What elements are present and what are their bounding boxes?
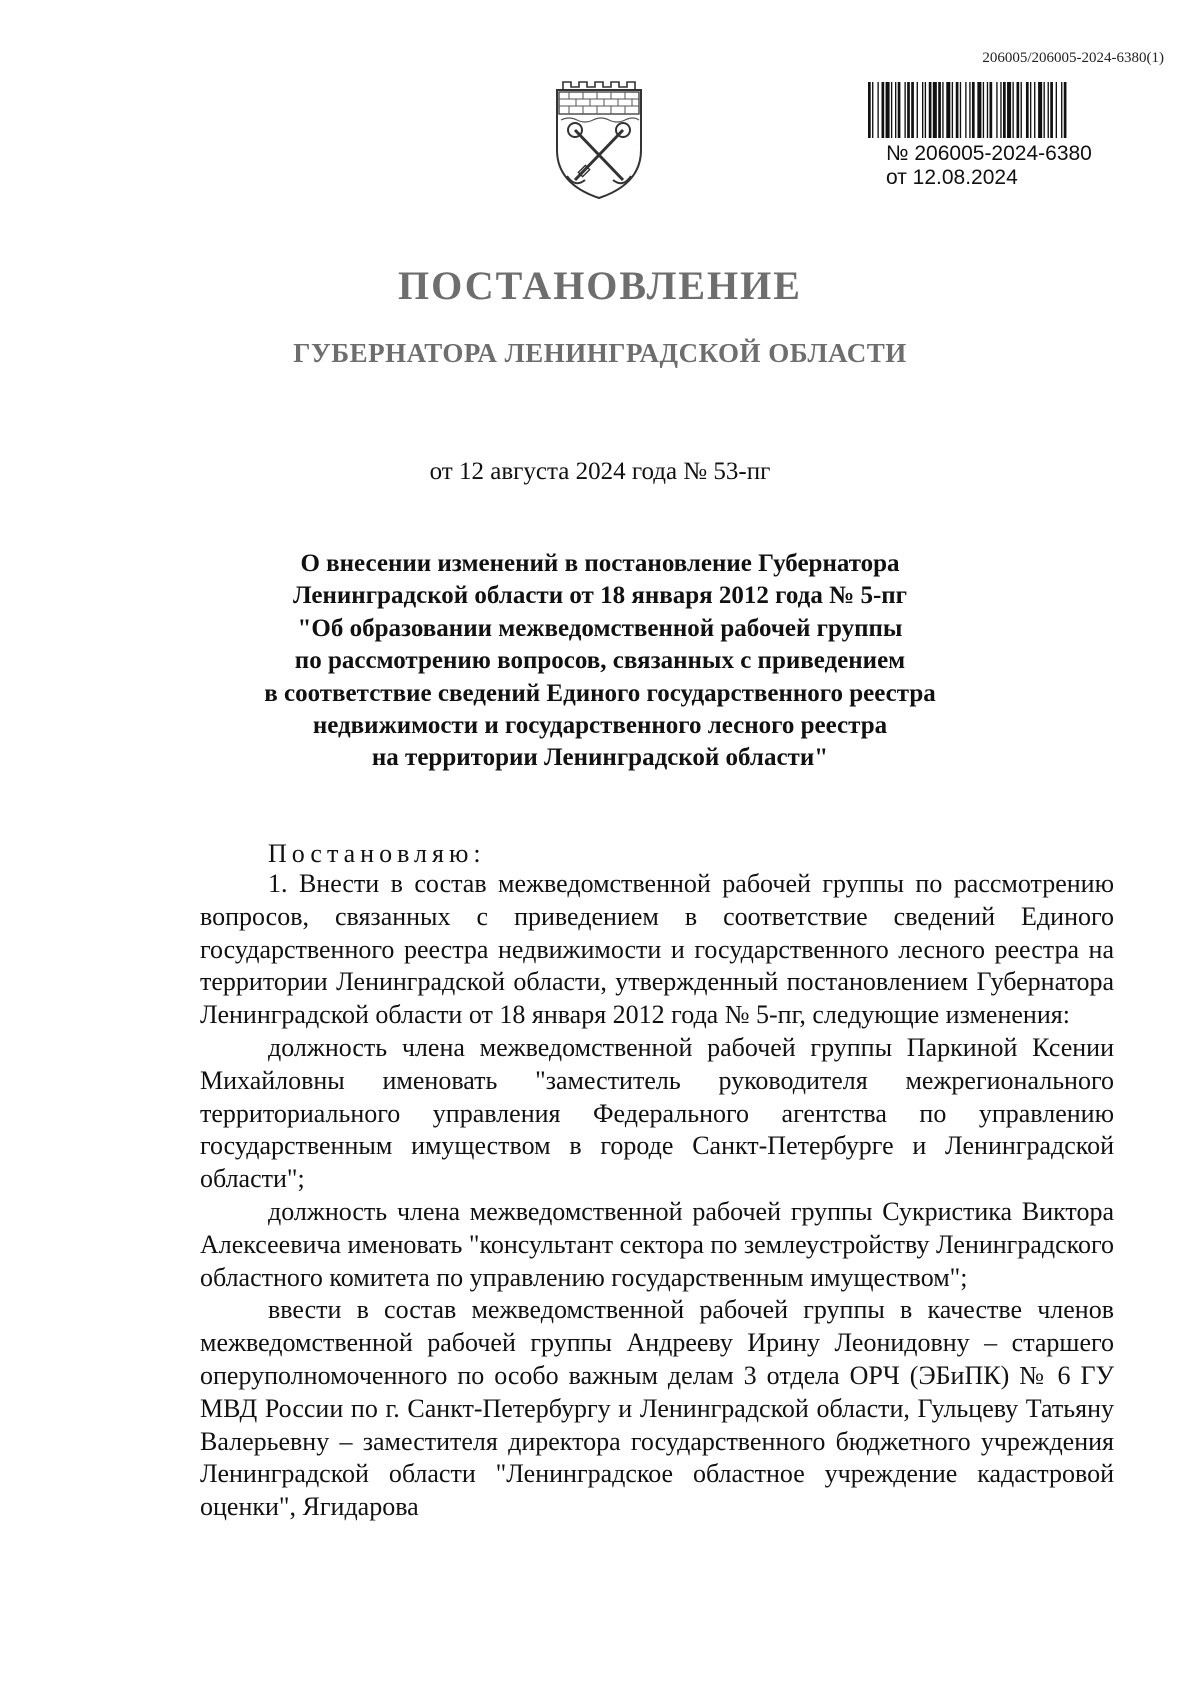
title-line: недвижимости и государственного лесного реестра (312, 712, 888, 740)
body-paragraph: должность члена межведомственной рабочей группы Сукристика Виктора Алексеевича именовать "консультант сектора по землеустройству Ленинградского областного комитета по управлению государственным имуществом"; (200, 1196, 1114, 1292)
leningrad-oblast-coat-of-arms-icon (553, 80, 645, 202)
document-id: 206005/206005-2024-6380(1) (982, 50, 1164, 66)
registration-number: № 206005-2024-6380 (886, 142, 1092, 165)
document-title (0, 548, 1200, 775)
document-body (200, 868, 1114, 1524)
title-line: "Об образовании межведомственной рабочей группы (297, 614, 903, 642)
decree-word: Постановляю: (268, 839, 486, 868)
document-issuer-heading: ГУБЕРНАТОРА ЛЕНИНГРАДСКОЙ ОБЛАСТИ (293, 338, 907, 368)
title-line: в соответствие сведений Единого государственного реестра (264, 679, 936, 707)
document-type-heading: ПОСТАНОВЛЕНИЕ (398, 263, 802, 308)
title-line: на территории Ленинградской области" (371, 744, 829, 772)
title-line: О внесении изменений в постановление Губернатора (300, 550, 900, 577)
registration-date: от 12.08.2024 (886, 166, 1018, 189)
body-paragraph: 1. Внести в состав межведомственной рабочей группы по рассмотрению вопросов, связанных с приведением в соответствие сведений Единого государственного реестра недвижимости и государственного лесного реестра на территории Ленинградской области, утвержденный постановлением Губернатора Ленинградской области от 18 января 2012 года № 5-пг, следующие изменения: (200, 869, 1114, 1030)
document-date-number: от 12 августа 2024 года № 53-пг (429, 458, 771, 485)
barcode-icon (868, 82, 1130, 138)
body-paragraph: ввести в состав межведомственной рабочей группы в качестве членов межведомственной рабочей группы Андрееву Ирину Леонидовну – старшего оперуполномоченного по особо важным делам 3 отдела ОРЧ (ЭБиПК) № 6 ГУ МВД России по г. Санкт-Петербургу и Ленинградской области, Гульцеву Татьяну Валерьевну – заместителя директора государственного бюджетного учреждения Ленинградской области "Ленинградское областное учреждение кадастровой оценки", Ягидарова (200, 1295, 1114, 1522)
body-paragraph: должность члена межведомственной рабочей группы Паркиной Ксении Михайловны именовать "заместитель руководителя межрегионального территориального управления Федерального агентства по управлению государственным имуществом в городе Санкт-Петербурге и Ленинградской области"; (200, 1032, 1114, 1194)
title-line: по рассмотрению вопросов, связанных с приведением (294, 647, 906, 675)
title-line: Ленинградской области от 18 января 2012 года № 5-пг (292, 582, 908, 610)
